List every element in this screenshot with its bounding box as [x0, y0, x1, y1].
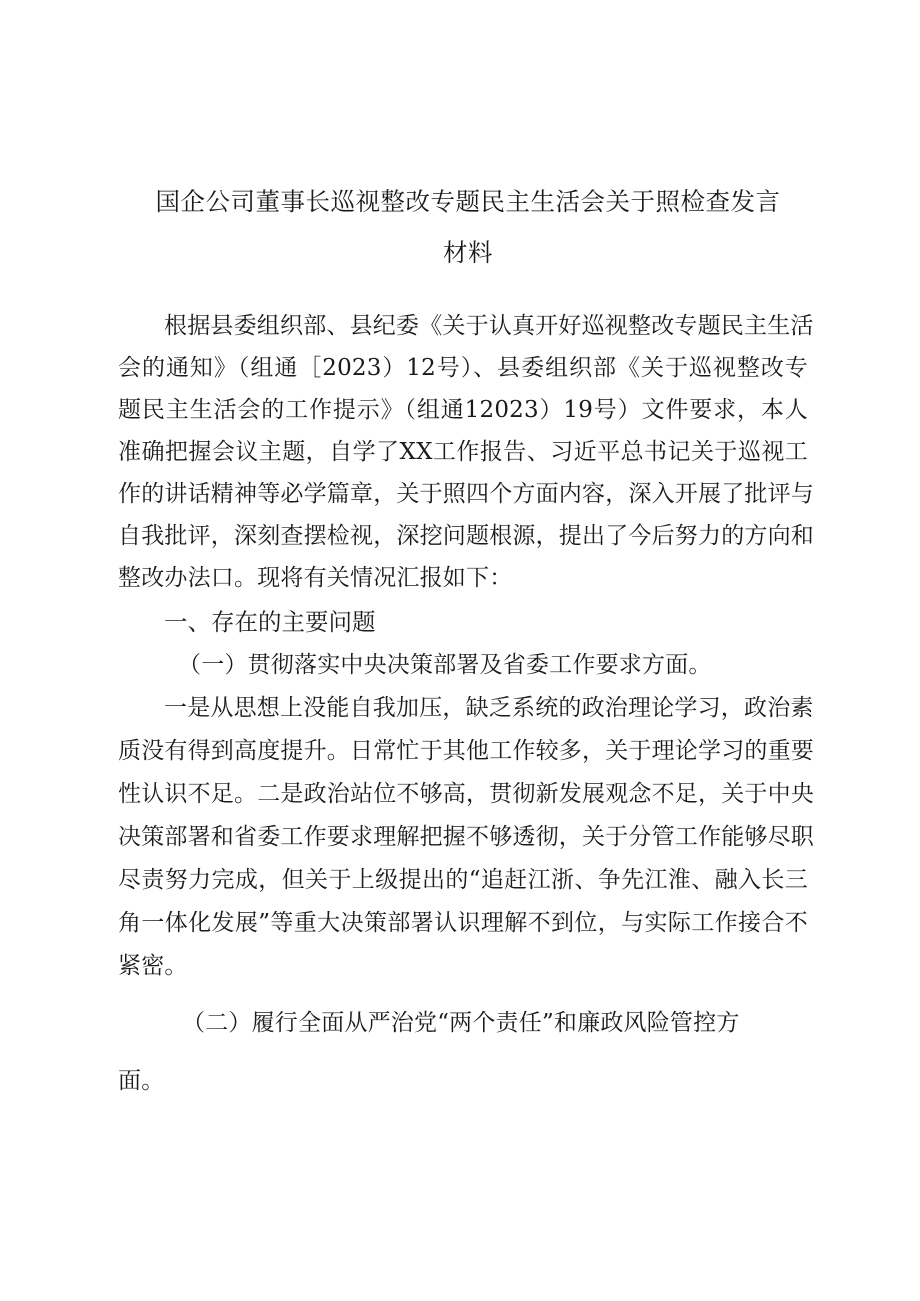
subsection-heading-2-continued: 面。	[118, 1068, 165, 1094]
subsection-1-line: 质没有得到高度提升。日常忙于其他工作较多，关于理论学习的重要	[118, 738, 814, 764]
intro-paragraph-line: 会的通知》（组通［2023）12号）、县委组织部《关于巡视整改专	[118, 355, 808, 381]
intro-paragraph-line: 整改办法口。现将有关情况汇报如下：	[118, 565, 513, 591]
section-heading-problems: 一、存在的主要问题	[164, 608, 376, 636]
document-title: 国企公司董事长巡视整改专题民主生活会关于照检查发言	[155, 187, 781, 216]
subsection-heading-1: （一）贯彻落实中央决策部署及省委工作要求方面。	[178, 652, 712, 678]
subsection-1-line: 性认识不足。二是政治站位不够高，贯彻新发展观念不足，关于中央	[118, 781, 814, 807]
subsection-1-line: 一是从思想上没能自我加压，缺乏系统的政治理论学习，政治素	[164, 695, 814, 721]
subsection-1-line: 尽责努力完成，但关于上级提出的“追赶江浙、争先江淮、融入长三	[118, 867, 808, 893]
subsection-heading-2: （二）履行全面从严治党“两个责任”和廉政风险管控方	[182, 1010, 740, 1036]
intro-paragraph-line: 根据县委组织部、县纪委《关于认真开好巡视整改专题民主生活	[164, 313, 814, 339]
document-title-continued: 材料	[443, 238, 493, 267]
intro-paragraph-line: 作的讲话精神等必学篇章，关于照四个方面内容，深入开展了批评与	[118, 481, 814, 507]
intro-paragraph-line: 准确把握会议主题，自学了XX工作报告、习近平总书记关于巡视工	[118, 439, 808, 465]
subsection-1-line: 角一体化发展”等重大决策部署认识理解不到位，与实际工作接合不	[118, 910, 808, 936]
subsection-1-line: 决策部署和省委工作要求理解把握不够透彻，关于分管工作能够尽职	[118, 824, 814, 850]
intro-paragraph-line: 自我批评，深刻查摆检视，深挖问题根源，提出了今后努力的方向和	[118, 523, 814, 549]
intro-paragraph-line: 题民主生活会的工作提示》（组通12023）19号）文件要求，本人	[118, 397, 808, 423]
subsection-1-line: 紧密。	[118, 953, 188, 979]
